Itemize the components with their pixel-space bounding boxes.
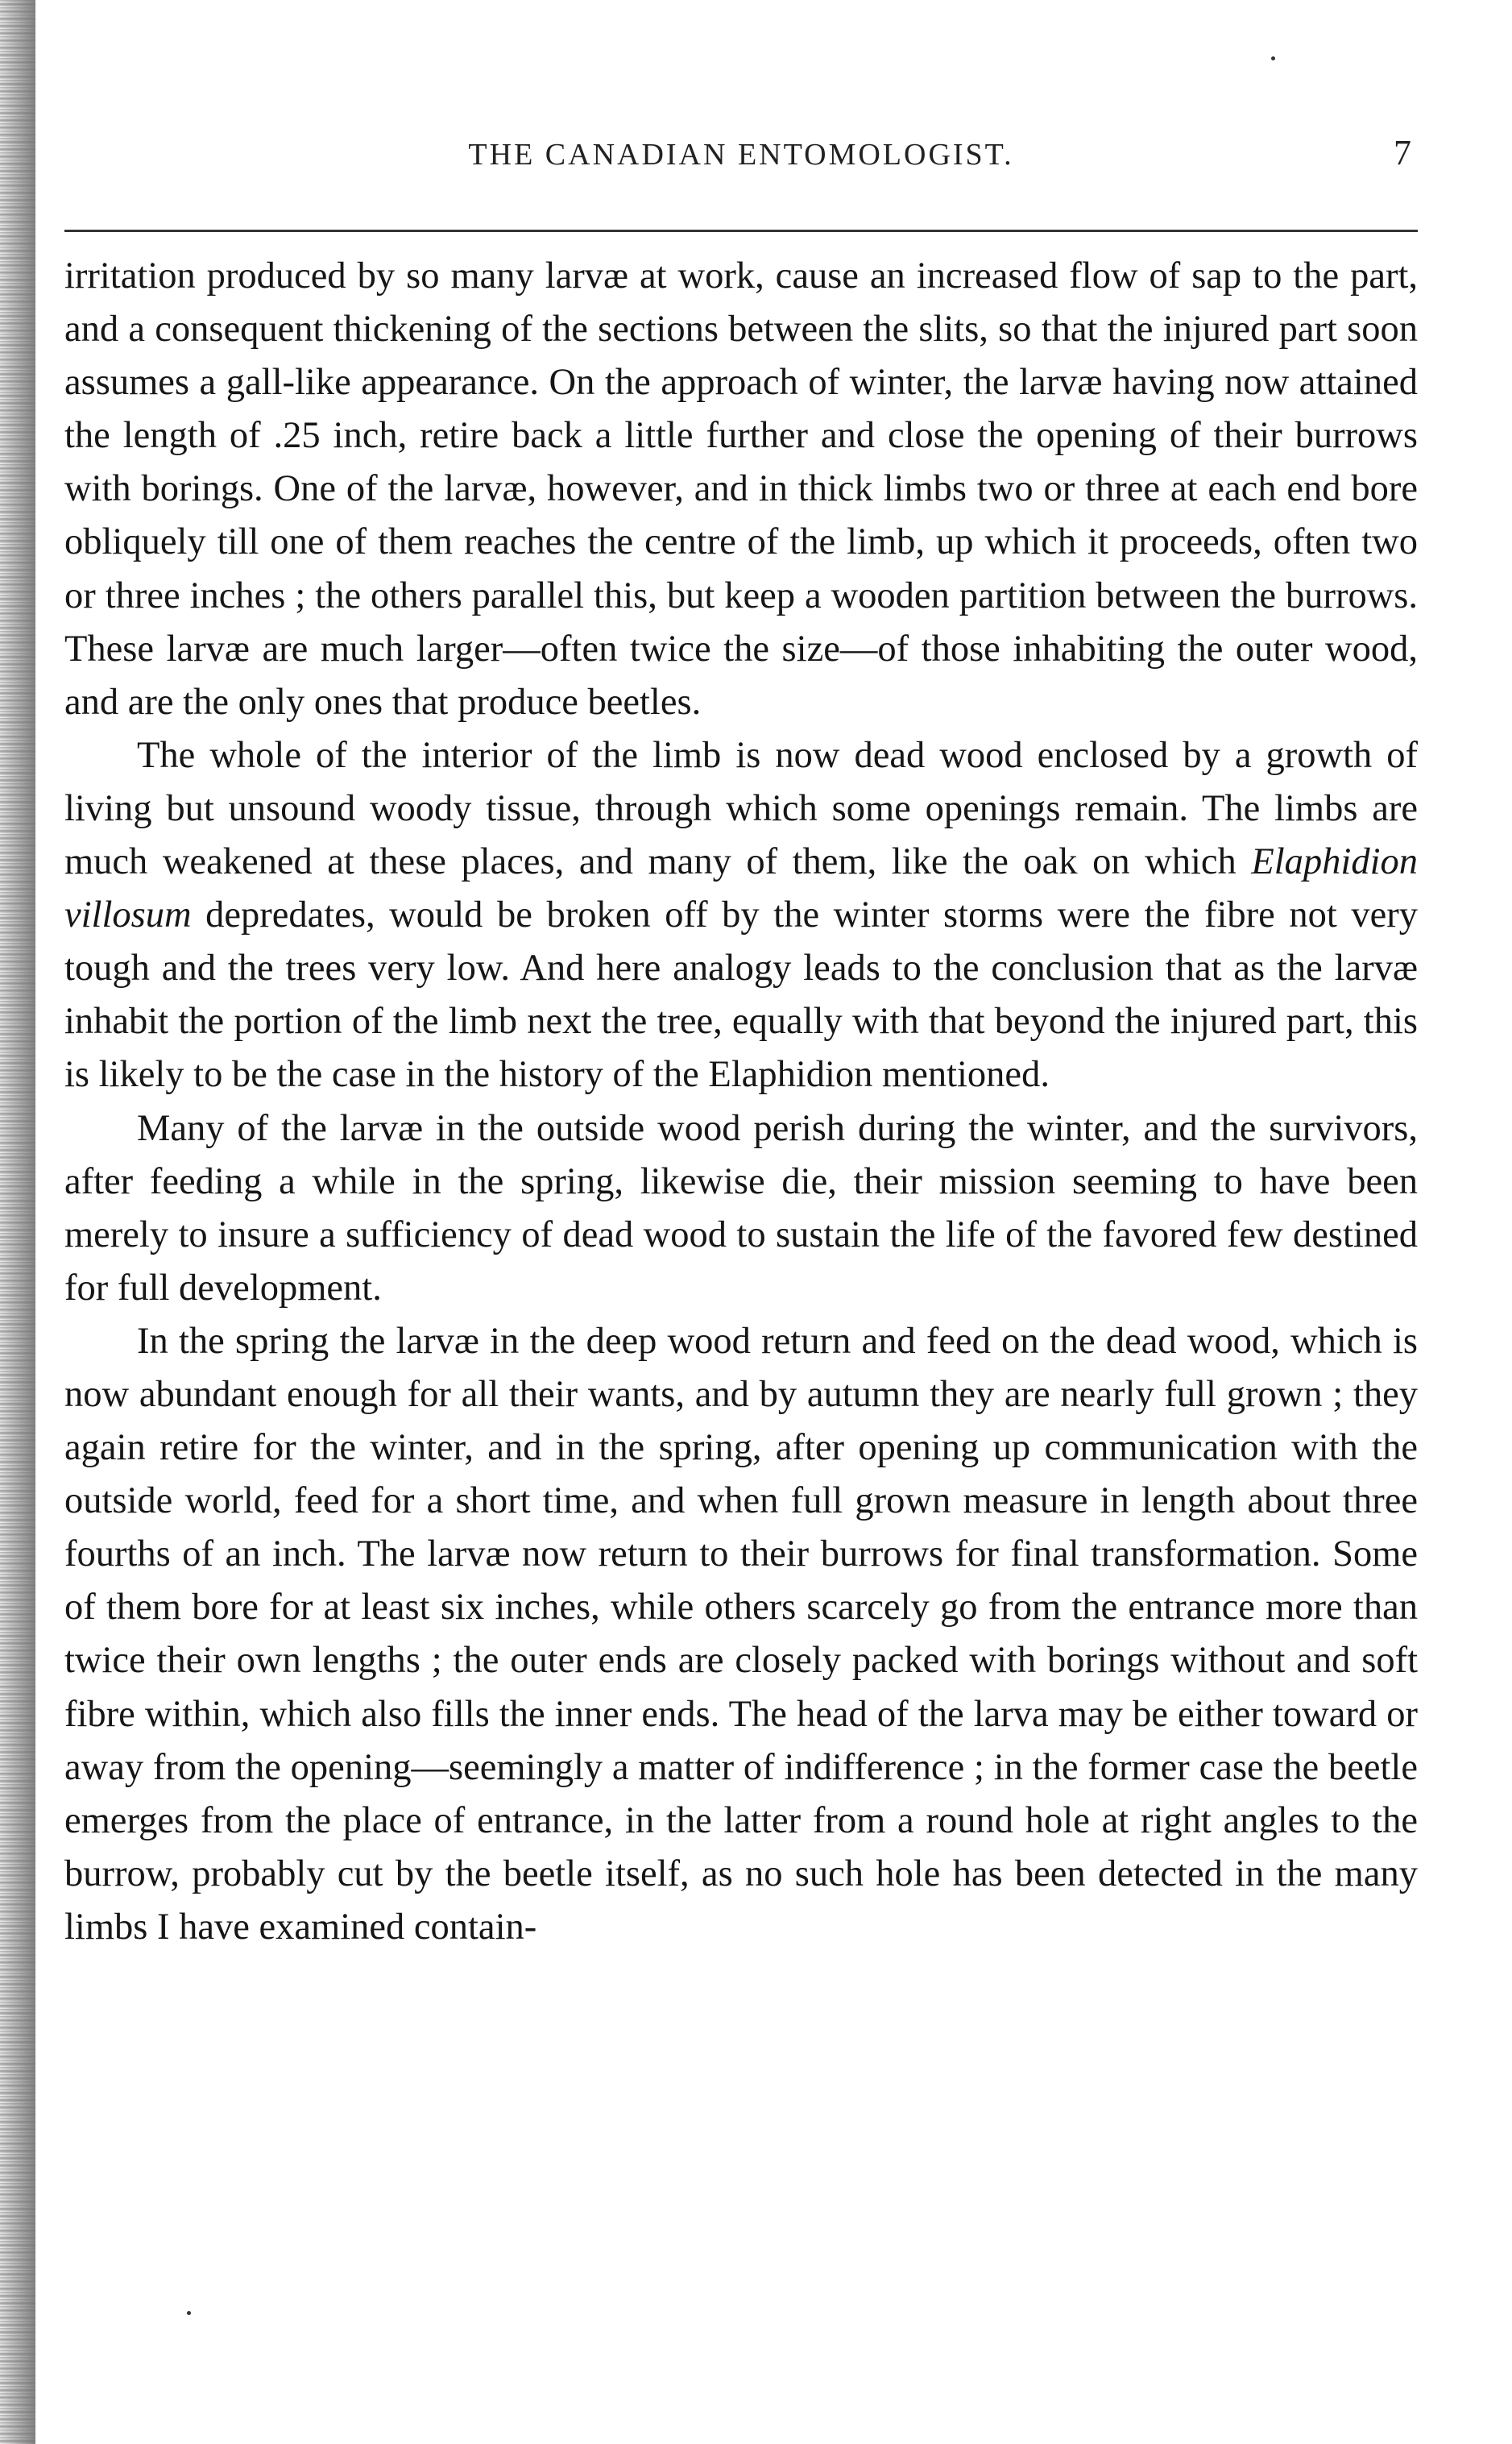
paragraph-text: depredates, would be broken off by the winter storms were the fibre not very tough and the trees very low. And here analogy leads to the conclusion that as the larvæ inhabit the portion of the limb next the tree, equally with that beyond the injured part, this is likely to be the case in the history of the Elaphidion mentioned. — [64, 894, 1418, 1096]
paragraph-p3 — [64, 1102, 1418, 1315]
paragraph-p1 — [64, 250, 1418, 729]
species-name: Elaphidion villosum — [64, 841, 1418, 936]
header-rule — [64, 230, 1418, 232]
page-header — [64, 133, 1418, 185]
scan-speck — [1271, 56, 1275, 60]
paragraph-text: irritation produced by so many larvæ at work, cause an increased flow of sap to the part, and a consequent thickening of the sections between the slits, so that the injured part soon assumes a gall-like appearance. On the approach of winter, the larvæ having now attained the length of .25 inch, retire back a little further and close the opening of their burrows with borings. One of the larvæ, however, and in thick limbs two or three at each end bore obliquely till one of them reaches the centre of the limb, up which it proceeds, often two or three inches ; the others parallel this, but keep a wooden partition between the burrows. These larvæ are much larger—often twice the size—of those inhabiting the outer wood, and are the only ones that produce beetles. — [64, 255, 1418, 723]
paragraph-text: Many of the larvæ in the outside wood perish during the winter, and the survivors, after feeding a while in the spring, likewise die, their mission seeming to have been merely to insure a sufficiency of dead wood to sustain the life of the favored few destined for full development. — [64, 1107, 1418, 1309]
paragraph-text: The whole of the interior of the limb is now dead wood enclosed by a growth of living but unsound woody tissue, through which some openings remain. The limbs are much weakened at these places, and many of them, like the oak on which — [64, 734, 1418, 883]
body-text — [64, 250, 1418, 1954]
scanned-binding-edge — [0, 0, 35, 2444]
scan-speck — [187, 2311, 191, 2315]
page-number: 7 — [1394, 133, 1411, 172]
running-head: THE CANADIAN ENTOMOLOGIST. — [468, 138, 1014, 172]
paragraph-text: In the spring the larvæ in the deep wood return and feed on the dead wood, which is now abundant enough for all their wants, and by autumn they are nearly full grown ; they again retire for the winter, and in the spring, after opening up communication with the outside world, feed for a short time, and when full grown measure in length about three fourths of an inch. The larvæ now return to their burrows for final transformation. Some of them bore for at least six inches, while others scarcely go from the entrance more than twice their own lengths ; the outer ends are closely packed with borings without and soft fibre within, which also fills the inner ends. The head of the larva may be either toward or away from the opening—seemingly a matter of indifference ; in the former case the beetle emerges from the place of entrance, in the latter from a round hole at right angles to the burrow, probably cut by the beetle itself, as no such hole has been detected in the many limbs I have examined contain- — [64, 1320, 1418, 1948]
paragraph-p2 — [64, 729, 1418, 1102]
paragraph-p4 — [64, 1315, 1418, 1954]
